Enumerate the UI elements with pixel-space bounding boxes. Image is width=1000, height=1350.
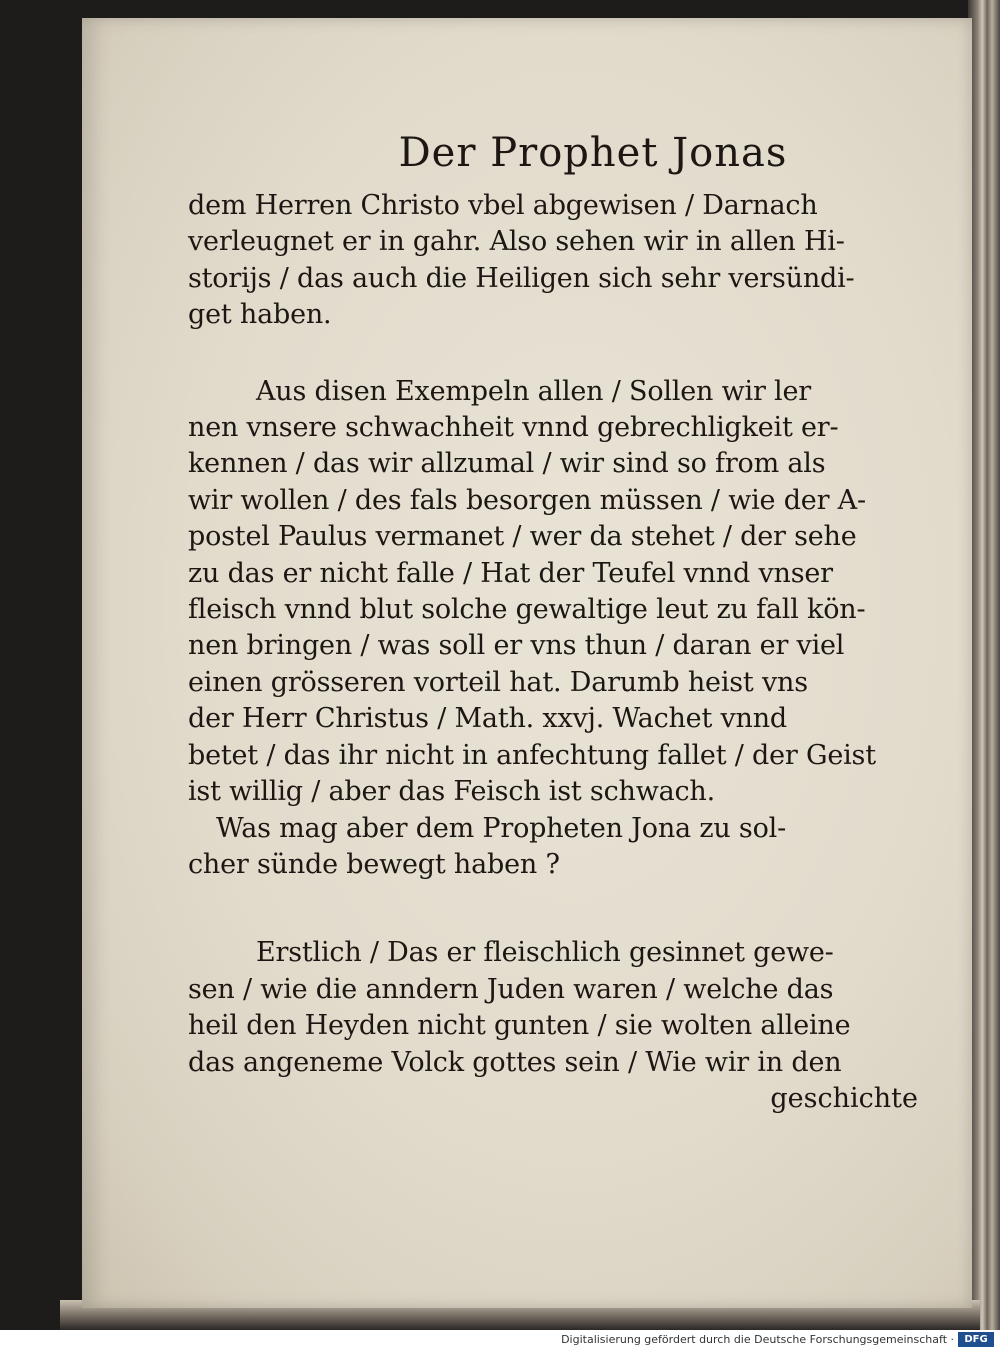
funding-credit: Digitalisierung gefördert durch die Deutsche Forschungsgemeinschaft · — [561, 1333, 954, 1346]
text-line: betet / das ihr nicht in anfechtung fallet / der Geist — [188, 739, 876, 771]
paragraph-1 — [188, 188, 938, 334]
text-line: Aus disen Exempeln allen / Sollen wir ler — [256, 375, 811, 407]
paragraph-4 — [188, 935, 938, 1081]
text-line: sen / wie die anndern Juden waren / welche das — [188, 973, 834, 1005]
text-line: der Herr Christus / Math. xxvj. Wachet vnnd — [188, 703, 788, 735]
paragraph-3 — [188, 811, 938, 884]
dfg-logo: DFG — [958, 1332, 994, 1347]
text-line: cher sünde bewegt haben ? — [188, 848, 560, 880]
text-line: wir wollen / des fals besorgen müssen / wie der A- — [188, 484, 866, 516]
text-line: nen vnsere schwachheit vnnd gebrechligkeit er- — [188, 412, 839, 444]
text-line: einen grösseren vorteil hat. Darumb heist vns — [188, 666, 808, 698]
paragraph-2 — [188, 374, 938, 811]
text-line: storijs / das auch die Heiligen sich sehr versündi- — [188, 262, 855, 294]
text-line: postel Paulus vermanet / wer da stehet / der sehe — [188, 521, 857, 553]
text-line: dem Herren Christo vbel abgewisen / Darnach — [188, 190, 818, 221]
page-edge-right — [968, 0, 1000, 1330]
text-line: das angeneme Volck gottes sein / Wie wir in den — [188, 1046, 842, 1078]
running-header: Der Prophet Jonas — [398, 130, 788, 176]
text-line: Erstlich / Das er fleischlich gesinnet gewe- — [256, 937, 834, 969]
text-line: nen bringen / was soll er vns thun / daran er viel — [188, 630, 845, 662]
footer-bar — [0, 1330, 1000, 1350]
text-line: get haben. — [188, 299, 332, 331]
page-text-block — [188, 118, 938, 1117]
text-line: fleisch vnnd blut solche gewaltige leut zu fall kön- — [188, 594, 866, 626]
text-line: ist willig / aber das Feisch ist schwach. — [188, 776, 716, 808]
text-line: Was mag aber dem Propheten Jona zu sol- — [216, 812, 786, 844]
text-line: zu das er nicht falle / Hat der Teufel vnnd vnser — [188, 557, 833, 589]
text-line: heil den Heyden nicht gunten / sie wolten alleine — [188, 1010, 851, 1042]
text-line: kennen / das wir allzumal / wir sind so from als — [188, 448, 826, 480]
text-line: verleugnet er in gahr. Also sehen wir in allen Hi- — [188, 226, 845, 258]
catchword: geschichte — [770, 1082, 918, 1114]
